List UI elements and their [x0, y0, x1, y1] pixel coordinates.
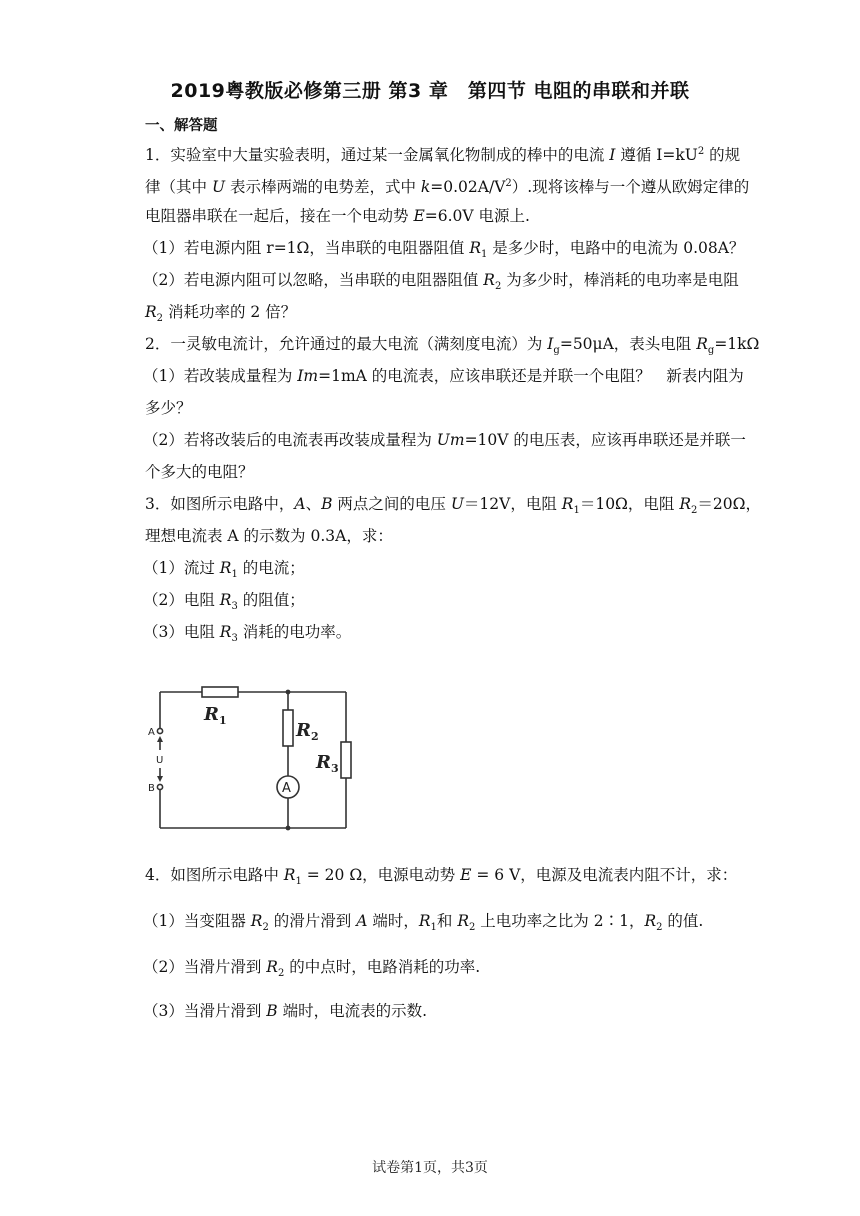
q4-part-2: （2）当滑片滑到 $R_2$ 的中点时，电路消耗的功率.: [143, 958, 481, 980]
u-arrow-down-head: [157, 776, 163, 782]
q1-line-1: 1．实验室中大量实验表明，通过某一金属氧化物制成的棒中的电流 I 遵循 $I=kU^2$ 的规: [145, 146, 741, 165]
terminal-a: [157, 728, 162, 733]
q4-part-1: （1）当变阻器 $R_2$ 的滑片滑到 A 端时，$R_1$和 $R_2$ 上电功率之比为 2∶1，$R_2$ 的值.: [143, 912, 704, 934]
q4-line-1: 4．如图所示电路中 $R_1 = 20$ Ω，电源电动势 E = 6 V，电源及电流表内阻不计，求：: [145, 866, 738, 888]
q2-part-2-cont: 个多大的电阻？: [145, 463, 254, 481]
circuit-diagram: [146, 684, 366, 834]
q1-line-3: 电阻器串联在一起后，接在一个电动势 E=6.0V 电源上.: [145, 207, 530, 225]
q1-part-2-cont: $R_2$ 消耗功率的 2 倍？: [145, 303, 297, 325]
resistor-r1: [202, 687, 238, 697]
junction-top: [286, 690, 291, 695]
q2-line-1: 2．一灵敏电流计，允许通过的最大电流（满刻度电流）为 $I_g=50\mu A$，表头电阻 $R_g=1k\Omega$: [145, 335, 760, 357]
u-arrow-up-head: [157, 736, 163, 742]
q2-part-1-cont: 多少？: [145, 399, 192, 417]
q1-part-1: （1）若电源内阻 r=1Ω，当串联的电阻器阻值 $R_1$ 是多少时，电路中的电流为 0.08A？: [143, 239, 745, 261]
label-a: A: [148, 727, 155, 738]
label-b: B: [148, 783, 155, 794]
q1-line-2: 律（其中 U 表示棒两端的电势差，式中 $k=0.02A/V^2$）.现将该棒与一个遵从欧姆定律的: [145, 178, 750, 197]
terminal-b: [157, 784, 162, 789]
q3-part-3: （3）电阻 $R_3$ 消耗的电功率。: [143, 623, 352, 645]
resistor-r2: [283, 710, 293, 746]
label-u: U: [156, 755, 164, 766]
q3-part-1: （1）流过 $R_1$ 的电流；: [143, 559, 305, 581]
q2-part-2: （2）若将改装后的电流表再改装成量程为 Um=10V 的电压表，应该再串联还是并联一: [143, 431, 746, 449]
page-footer: 试卷第1页，共3页: [372, 1160, 488, 1176]
q3-line-2: 理想电流表 A 的示数为 0.3A，求：: [145, 527, 393, 545]
junction-bottom: [286, 826, 291, 831]
page-title: 2019粤教版必修第三册 第3 章 第四节 电阻的串联和并联: [170, 80, 690, 102]
q2-part-1: （1）若改装成量程为 Im=1mA 的电流表，应该串联还是并联一个电阻？ 新表内阻为: [143, 367, 744, 385]
label-r3: $R_3$: [316, 752, 339, 775]
q1-part-2: （2）若电源内阻可以忽略，当串联的电阻器阻值 $R_2$ 为多少时，棒消耗的电功率是电阻: [143, 271, 739, 293]
label-r2: $R_2$: [296, 720, 319, 743]
q4-part-3: （3）当滑片滑到 B 端时，电流表的示数.: [143, 1002, 428, 1020]
section-heading: 一、解答题: [145, 118, 218, 134]
label-r1: $R_1$: [204, 704, 227, 727]
q3-part-2: （2）电阻 $R_3$ 的阻值；: [143, 591, 305, 613]
q3-line-1: 3．如图所示电路中，A、B 两点之间的电压 U＝12V，电阻 $R_1=10\Omega$，电阻 $R_2=20\Omega$，: [145, 495, 761, 517]
ammeter-label: A: [282, 781, 291, 796]
resistor-r3: [341, 742, 351, 778]
